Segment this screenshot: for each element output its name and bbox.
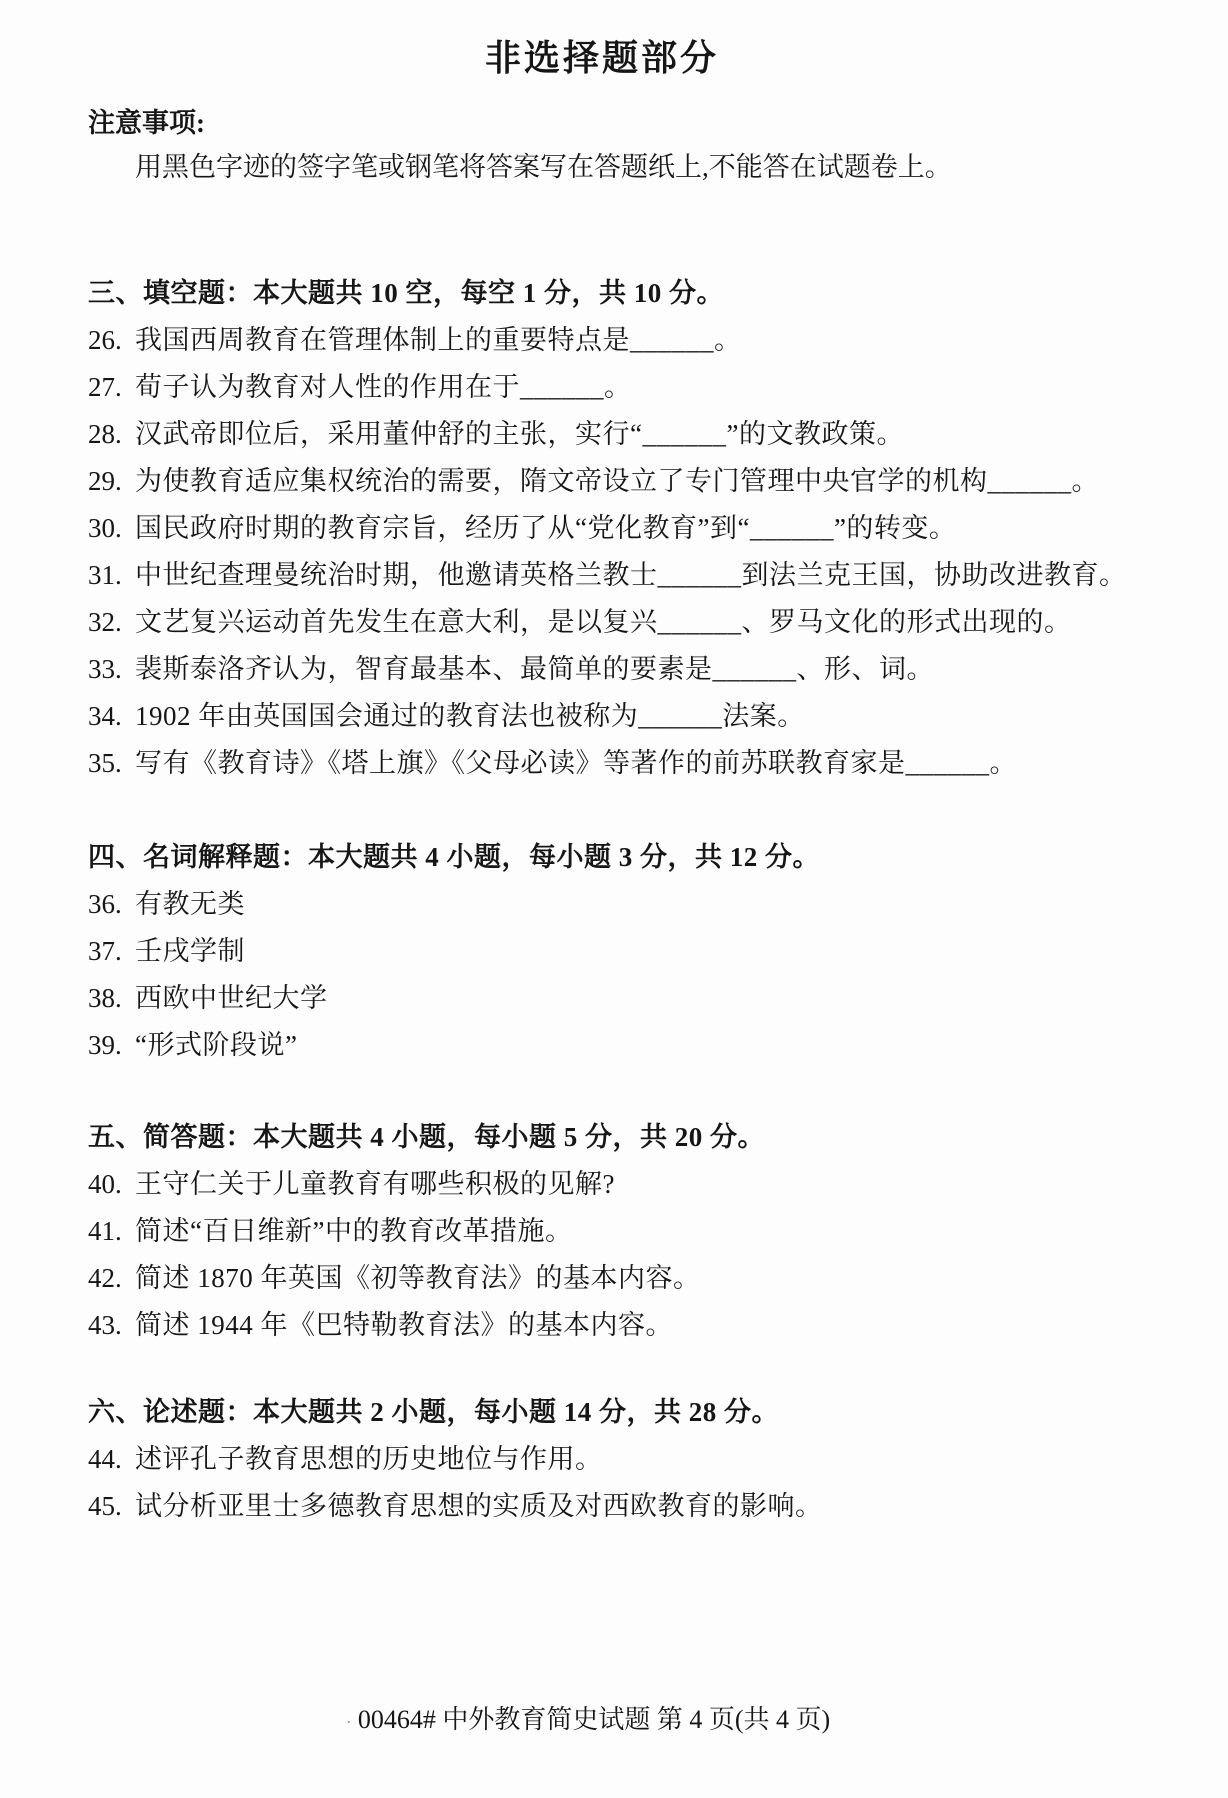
notice-text: 用黑色字迹的签字笔或钢笔将答案写在答题纸上,不能答在试题卷上。 [135, 152, 952, 182]
question-item [88, 646, 1164, 693]
item-text: 1902 年由英国国会通过的教育法也被称为______法案。 [135, 701, 805, 731]
item-number: 29. [88, 466, 122, 496]
item-number: 44. [88, 1444, 122, 1474]
item-text: 王守仁关于儿童教育有哪些积极的见解? [135, 1169, 615, 1199]
question-item [88, 928, 1164, 975]
item-number: 35. [88, 748, 122, 778]
item-text: 简述 1870 年英国《初等教育法》的基本内容。 [135, 1263, 701, 1293]
question-item [88, 1022, 1164, 1069]
item-number: 40. [88, 1169, 122, 1199]
item-text: 述评孔子教育思想的历史地位与作用。 [135, 1444, 603, 1474]
item-number: 39. [88, 1030, 122, 1060]
item-number: 27. [88, 372, 122, 402]
section-heading: 三、填空题：本大题共 10 空，每空 1 分，共 10 分。 [88, 278, 724, 308]
question-item [88, 364, 1164, 411]
item-number: 26. [88, 325, 122, 355]
section-short-answer [88, 1114, 1164, 1349]
item-text: 简述“百日维新”中的教育改革措施。 [135, 1216, 573, 1246]
item-text: 中世纪查理曼统治时期，他邀请英格兰教士______到法兰克王国，协助改进教育。 [135, 560, 1127, 590]
item-text: 简述 1944 年《巴特勒教育法》的基本内容。 [135, 1310, 673, 1340]
item-number: 36. [88, 889, 122, 919]
question-item [88, 1255, 1164, 1302]
section-heading: 六、论述题：本大题共 2 小题，每小题 14 分，共 28 分。 [88, 1397, 779, 1427]
item-text: 荀子认为教育对人性的作用在于______。 [135, 372, 632, 402]
item-number: 42. [88, 1263, 122, 1293]
question-item [88, 740, 1164, 787]
footer-scan-mark: · [345, 1712, 352, 1733]
section-term-explanation [88, 834, 1164, 1069]
item-number: 34. [88, 701, 122, 731]
item-text: 试分析亚里士多德教育思想的实质及对西欧教育的影响。 [135, 1491, 823, 1521]
question-item [88, 411, 1164, 458]
section-heading: 五、简答题：本大题共 4 小题，每小题 5 分，共 20 分。 [88, 1122, 765, 1152]
question-item [88, 1161, 1164, 1208]
question-item [88, 1302, 1164, 1349]
item-number: 37. [88, 936, 122, 966]
item-number: 33. [88, 654, 122, 684]
item-text: 我国西周教育在管理体制上的重要特点是______。 [135, 325, 742, 355]
item-text: 写有《教育诗》《塔上旗》《父母必读》等著作的前苏联教育家是______。 [135, 748, 1017, 778]
page-title: 非选择题部分 [484, 38, 719, 78]
item-text: 壬戌学制 [135, 936, 245, 966]
item-text: 文艺复兴运动首先发生在意大利，是以复兴______、罗马文化的形式出现的。 [135, 607, 1072, 637]
item-number: 28. [88, 419, 122, 449]
section-fill-in-blank [88, 270, 1164, 787]
question-item [88, 599, 1164, 646]
section-essay [88, 1389, 1164, 1530]
item-text: “形式阶段说” [135, 1030, 298, 1060]
item-number: 45. [88, 1491, 122, 1521]
question-item [88, 505, 1164, 552]
item-number: 32. [88, 607, 122, 637]
item-number: 38. [88, 983, 122, 1013]
question-item [88, 1483, 1164, 1530]
item-text: 裴斯泰洛齐认为，智育最基本、最简单的要素是______、形、词。 [135, 654, 934, 684]
question-item [88, 881, 1164, 928]
question-item [88, 1208, 1164, 1255]
question-item [88, 458, 1164, 505]
item-number: 30. [88, 513, 122, 543]
item-text: 西欧中世纪大学 [135, 983, 328, 1013]
question-item [88, 552, 1164, 599]
section-heading: 四、名词解释题：本大题共 4 小题，每小题 3 分，共 12 分。 [88, 842, 820, 872]
question-item [88, 693, 1164, 740]
notice-label: 注意事项: [88, 108, 205, 138]
item-number: 31. [88, 560, 122, 590]
item-text: 国民政府时期的教育宗旨，经历了从“党化教育”到“______”的转变。 [135, 513, 957, 543]
question-item [88, 975, 1164, 1022]
item-text: 汉武帝即位后，采用董仲舒的主张，实行“______”的文教政策。 [135, 419, 904, 449]
item-text: 为使教育适应集权统治的需要，隋文帝设立了专门管理中央官学的机构______。 [135, 466, 1099, 496]
question-item [88, 1436, 1164, 1483]
page-footer [0, 1703, 1202, 1739]
question-item [88, 317, 1164, 364]
footer-text: 00464# 中外教育简史试题 第 4 页(共 4 页) [357, 1705, 831, 1734]
item-number: 43. [88, 1310, 122, 1340]
item-text: 有教无类 [135, 889, 245, 919]
item-number: 41. [88, 1216, 122, 1246]
